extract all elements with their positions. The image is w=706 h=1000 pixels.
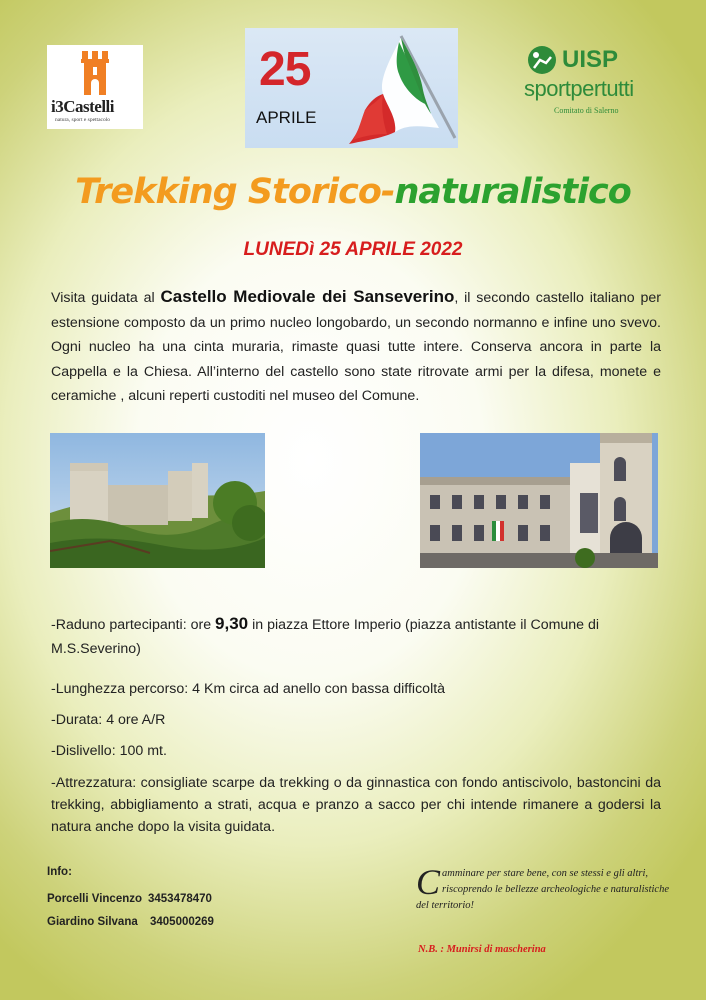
i3castelli-wordmark: i3Castelli	[51, 97, 114, 116]
contact-name: Porcelli Vincenzo	[47, 893, 143, 905]
intro-castle-name: Castello Mediovale dei Sanseverino	[160, 287, 455, 306]
info-label: Info:	[47, 866, 72, 878]
raduno-time: 9,30	[215, 614, 249, 633]
contact-phone: 3453478470	[148, 893, 212, 905]
uisp-sportpertutti: sportpertutti	[524, 76, 634, 101]
title-part-naturalistico: naturalistico	[394, 172, 631, 212]
castle-tower-icon	[80, 49, 110, 95]
page-title	[0, 172, 706, 212]
intro-text: , il secondo castello italiano per estensione composto da un primo nucleo longobardo, un secondo normanno e infine uno svevo. Ogni nucleo ha una cinta muraria, rimaste quasi tutte intere. Conserva ancora in parte la Cappella e la Chiesa. All’interno del castello sono state ritrovate armi per la difesa, monete e ceramiche , alcuni reperti custoditi nel museo del Comune.	[51, 290, 661, 404]
detail-dislivello: -Dislivello: 100 mt.	[51, 743, 167, 759]
mask-note: N.B. : Munirsi di mascherina	[418, 944, 546, 955]
title-part-storico: Trekking Storico-	[75, 172, 395, 212]
detail-lunghezza: -Lunghezza percorso: 4 Km circa ad anello con bassa difficoltà	[51, 681, 446, 697]
quote-text: amminare per stare bene, con se stessi e gli altri, riscoprendo le bellezze archeologiche e naturalistiche del territorio!	[416, 868, 669, 911]
intro-lead: Visita guidata al	[51, 290, 161, 306]
uisp-logo	[522, 44, 652, 120]
i3castelli-tagline: natura, sport e spettacolo	[55, 117, 110, 123]
castle-ruins-photo	[50, 433, 265, 568]
intro-paragraph	[51, 285, 661, 409]
detail-attrezzatura: -Attrezzatura: consigliate scarpe da trekking o da ginnastica con fondo antiscivolo, bastoncini da trekking, abbigliamento a strati, acqua e pranzo a sacco per chi intende rimanere a godersi la natura anche dopo la visita guidata.	[51, 775, 661, 835]
uisp-committee: Comitato di Salerno	[554, 106, 619, 115]
raduno-text: -Raduno partecipanti: ore	[51, 617, 216, 633]
25-aprile-banner	[245, 28, 458, 148]
closing-quote	[416, 862, 670, 914]
uisp-name: UISP	[562, 46, 619, 73]
i3castelli-logo	[47, 45, 143, 129]
detail-durata: -Durata: 4 ore A/R	[51, 712, 166, 728]
quote-initial: C	[416, 862, 441, 902]
event-details	[51, 612, 661, 838]
contact-phone: 3405000269	[150, 916, 214, 928]
detail-raduno	[51, 612, 661, 661]
italian-flag-icon	[343, 28, 458, 148]
banner-month: APRILE	[256, 108, 317, 127]
raduno-place: in piazza Ettore Imperio (piazza antistante il Comune di M.S.Severino)	[51, 617, 600, 657]
town-hall-photo	[420, 433, 658, 568]
contact-name: Giardino Silvana	[47, 916, 138, 928]
event-date: LUNEDì 25 APRILE 2022	[243, 239, 463, 260]
banner-day: 25	[259, 43, 311, 96]
runner-icon	[524, 44, 560, 76]
